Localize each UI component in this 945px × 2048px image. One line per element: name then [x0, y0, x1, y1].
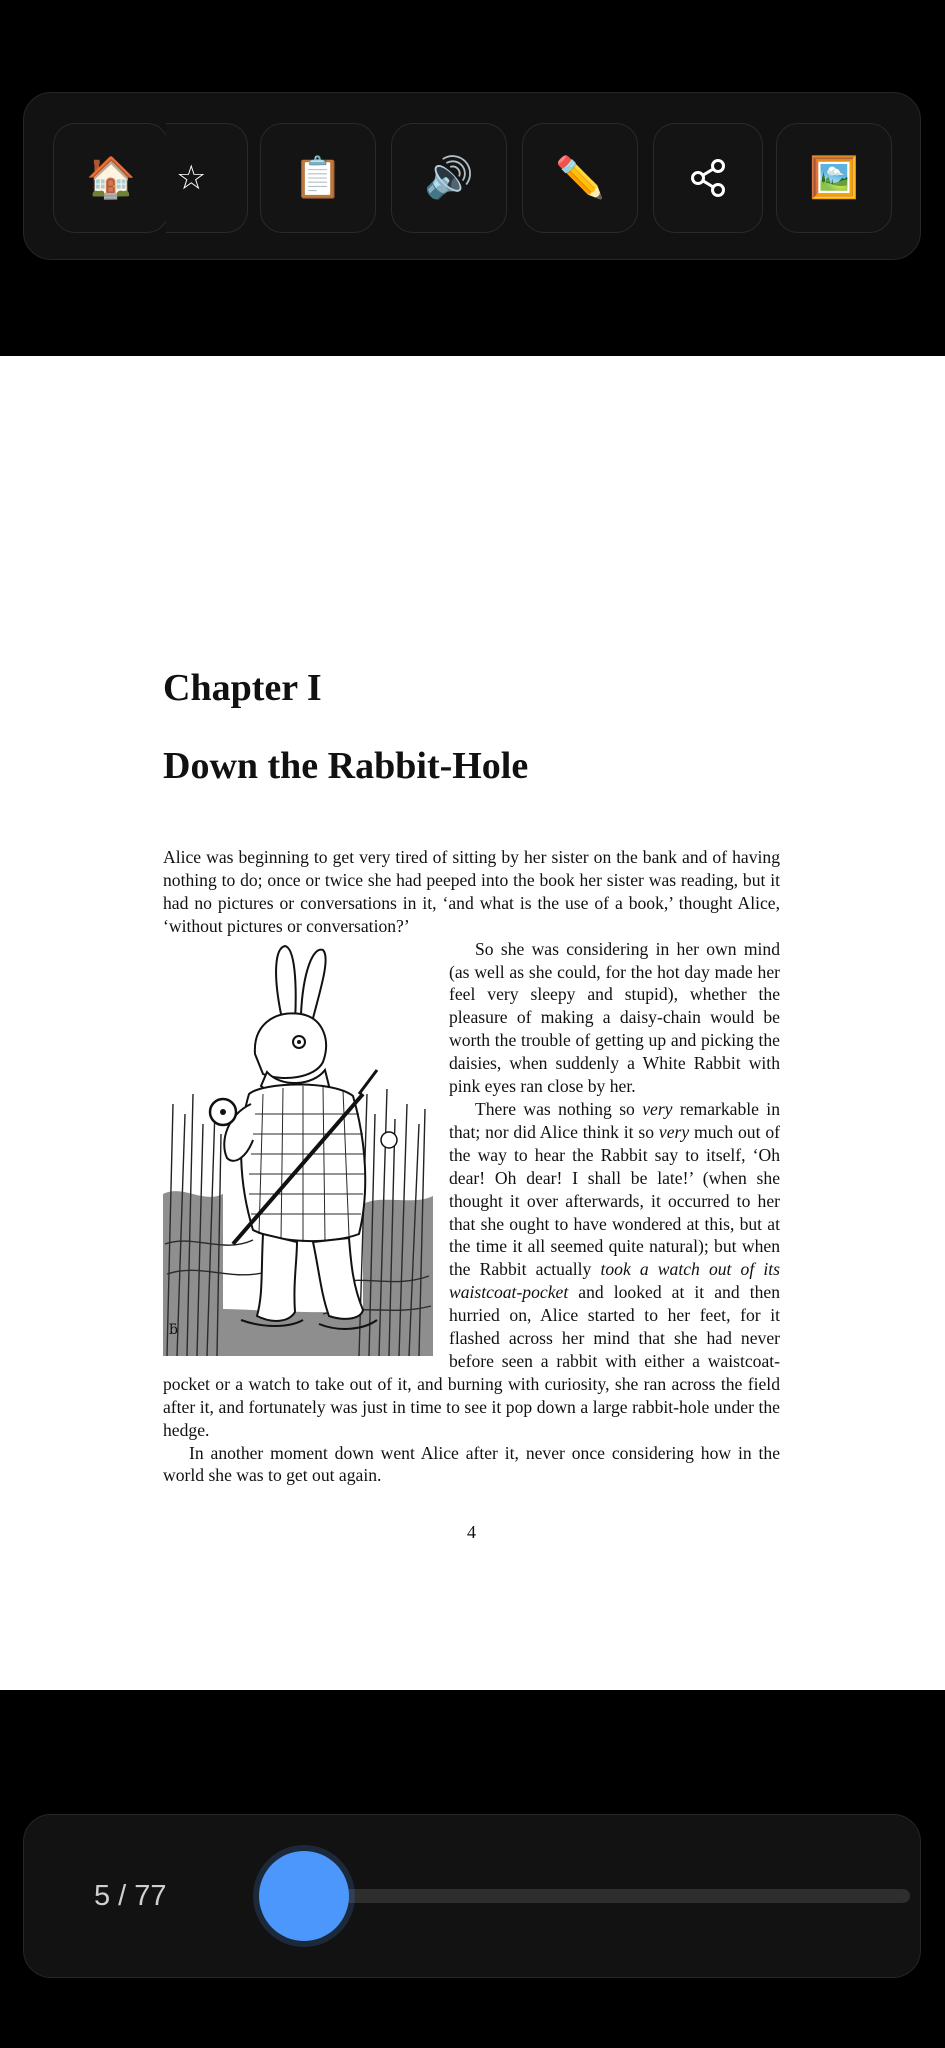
share-icon [689, 158, 727, 198]
picture-icon: 🖼️ [809, 155, 859, 201]
svg-text:ƃ: ƃ [169, 1321, 178, 1338]
home-button[interactable] [53, 123, 169, 233]
chapter-title: Down the Rabbit-Hole [163, 745, 529, 787]
read-aloud-button[interactable] [391, 123, 507, 233]
paragraph: In another moment down went Alice after it, never once considering how in the world she was to get out again. [163, 1442, 780, 1486]
house-icon: 🏠 [86, 155, 136, 201]
paragraph: There was nothing so very remarkable in that; nor did Alice think it so very much out of the way to hear the Rabbit say to itself, ‘Oh dear! Oh dear! I shall be late!’ (when she thought it over afterwards, it occurred to her that she ought to have wondered at this, but at the time it all seemed quite natural); but when the Rabbit actually took a watch out of its waistcoat-pocket and looked at it and then hurried on, Alice started to her feet, for it flashed across her mind that she had never before seen a rabbit with either a waistcoat-pocket or a watch to take out of it, and burning with curiosity, she ran across the field after it, and fortunately was just in time to see it pop down a large rabbit-hole under the hedge. [163, 1098, 780, 1440]
chapter-heading: Chapter I [163, 667, 322, 709]
paragraph: So she was considering in her own mind (as well as she could, for the hot day made her feel very sleepy and stupid), whether the pleasure of making a daisy-chain would be worth the trouble of getting up and picking the daisies, when suddenly a White Rabbit with pink eyes ran close by her. [449, 938, 780, 1097]
page-navigation-bar [23, 1814, 921, 1978]
chapter-body [163, 846, 780, 1487]
page-number: 4 [467, 1522, 476, 1542]
image-button[interactable] [776, 123, 892, 233]
paragraph: Alice was beginning to get very tired of sitting by her sister on the bank and of having nothing to do; once or twice she had peeped into the book her sister was reading, but it had no pictures or conversations in it, ‘and what is the use of a book,’ thought Alice, ‘without pictures or conversation?’ [163, 847, 780, 936]
speaker-icon: 🔊 [424, 155, 474, 201]
share-button[interactable] [653, 123, 763, 233]
white-rabbit-illustration [163, 944, 433, 1356]
page-indicator: 5 / 77 [94, 1880, 167, 1912]
annotate-button[interactable] [522, 123, 638, 233]
pencil-icon: ✏️ [555, 155, 605, 201]
page-slider-track[interactable] [270, 1889, 910, 1903]
bookmark-button[interactable] [166, 123, 248, 233]
clipboard-icon: 📋 [293, 155, 343, 201]
book-page [0, 356, 945, 1690]
star-icon: ☆ [176, 158, 207, 198]
page-slider-thumb[interactable] [259, 1851, 349, 1941]
reader-toolbar [23, 92, 921, 260]
contents-button[interactable] [260, 123, 376, 233]
